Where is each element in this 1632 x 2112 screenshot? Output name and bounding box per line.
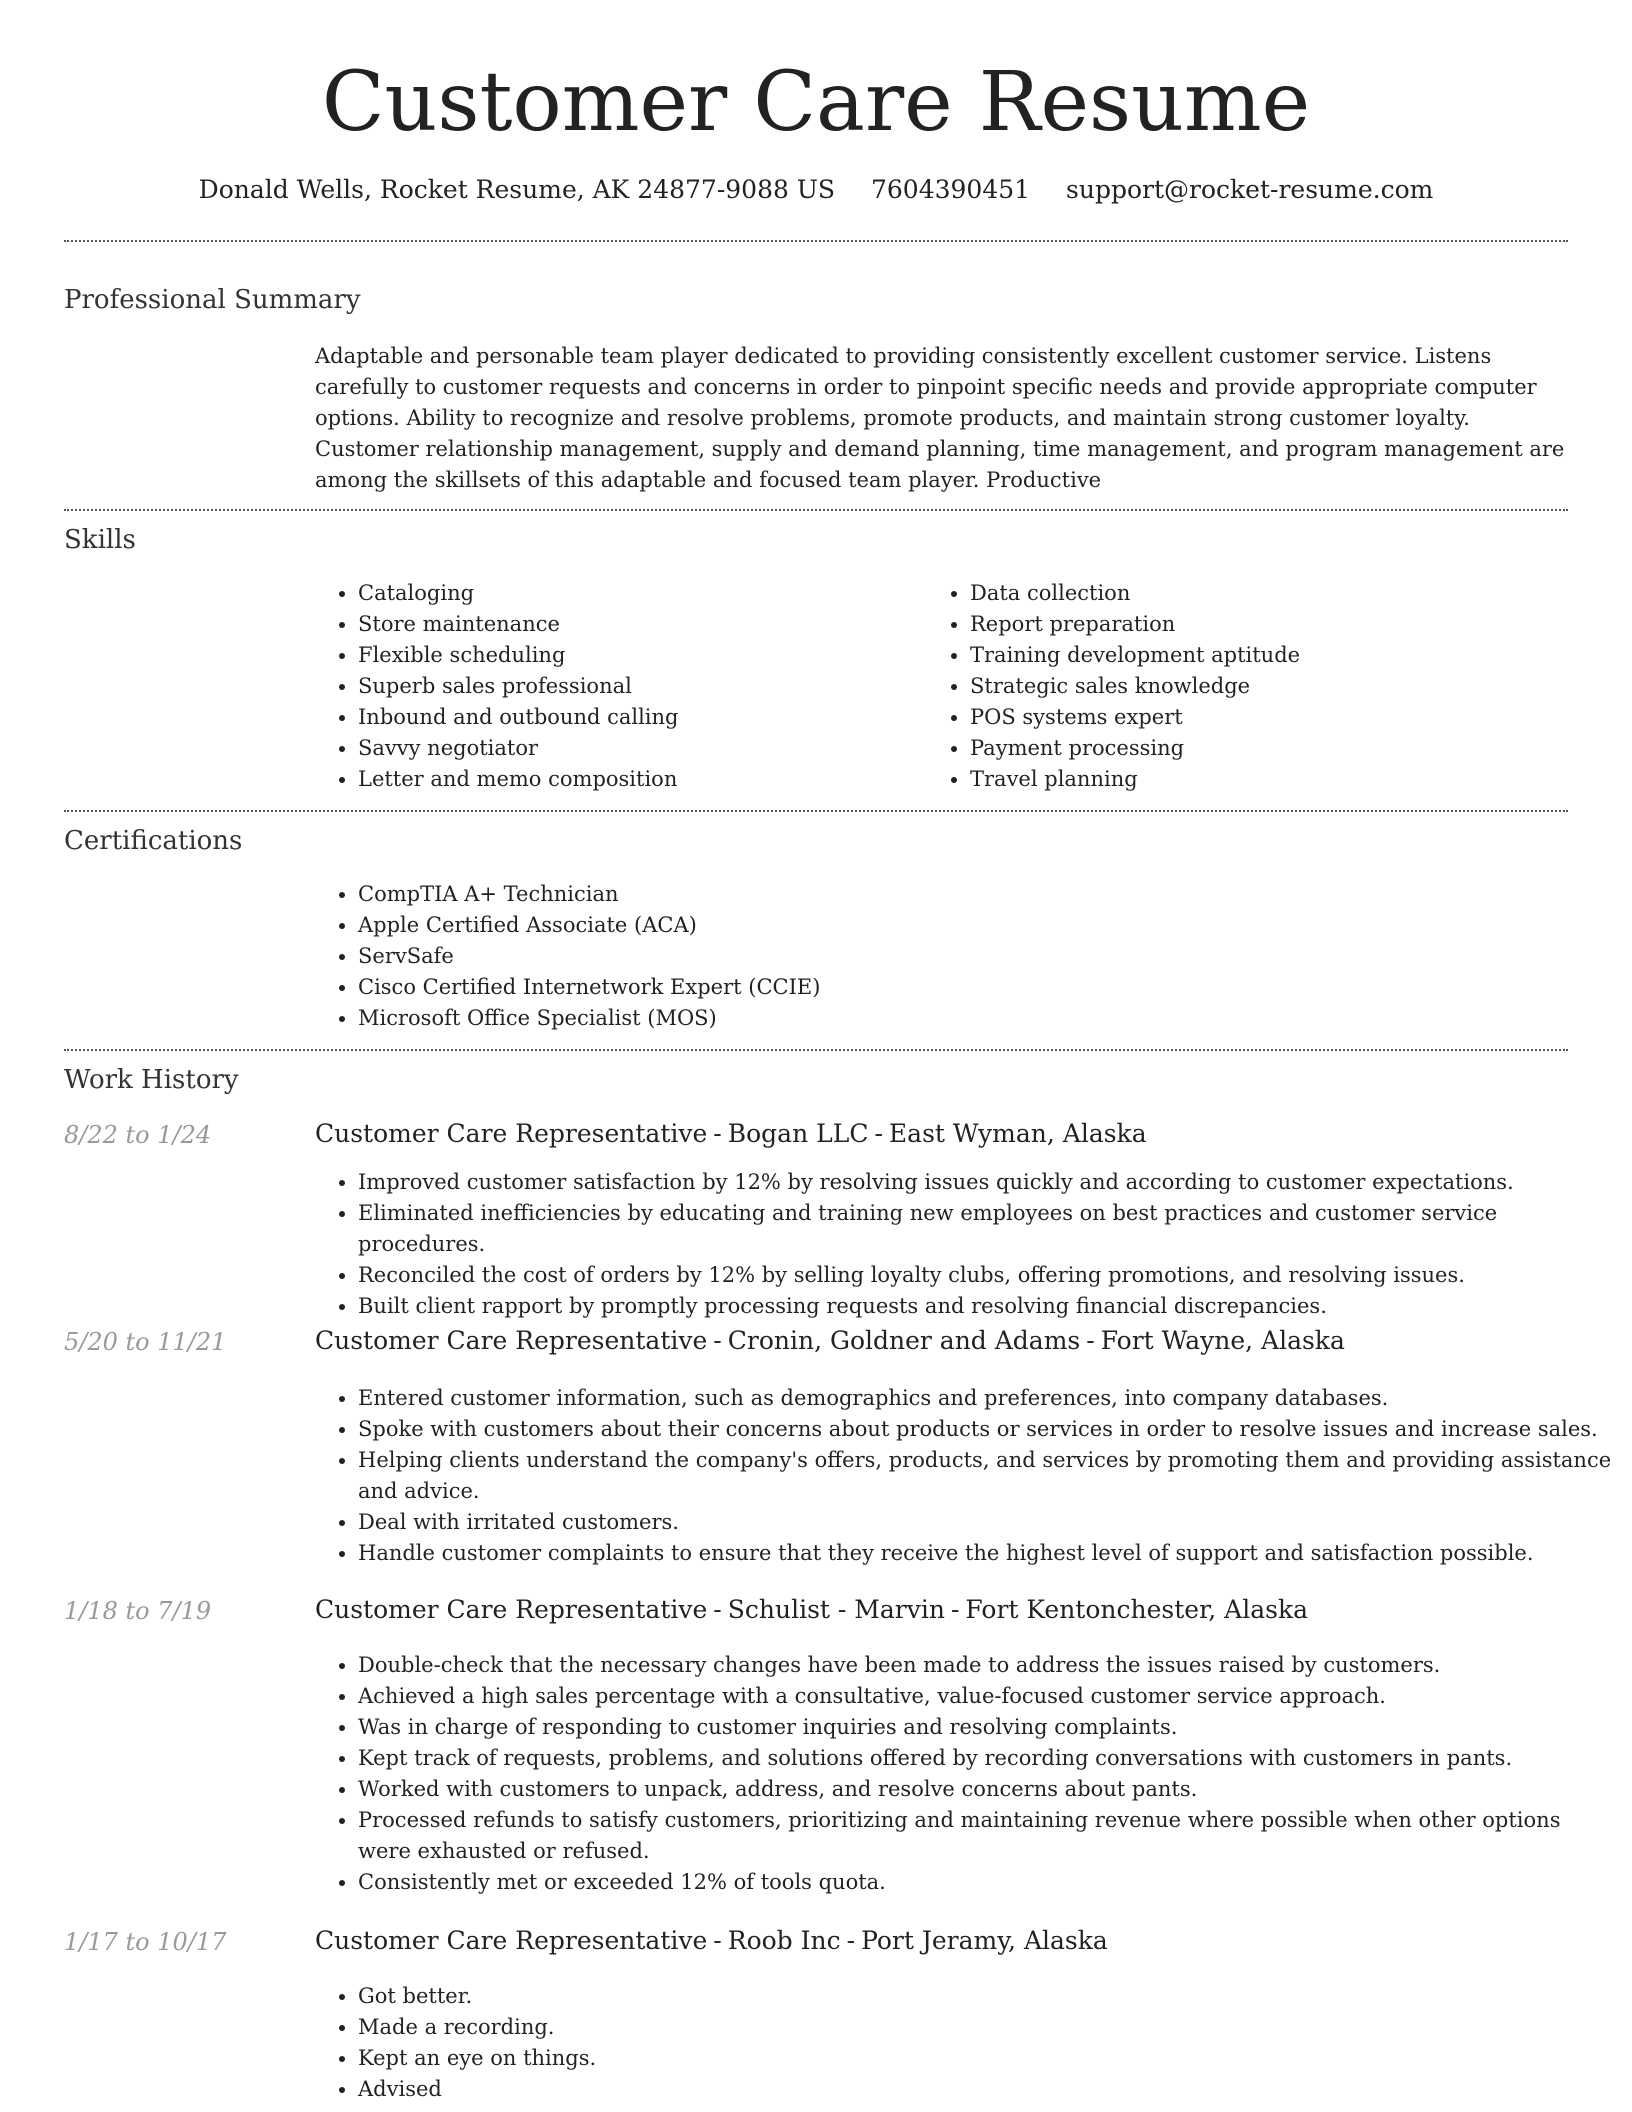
list-item: • Training development aptitude [970, 640, 1570, 671]
list-item: • Advised [358, 2074, 1618, 2105]
job-company: Cronin, Goldner and Adams [727, 1326, 1081, 1355]
list-item: • Consistently met or exceeded 12% of tools quota. [358, 1867, 1618, 1898]
list-item: • Was in charge of responding to customer inquiries and resolving complaints. [358, 1712, 1618, 1743]
list-item: • Cisco Certified Internetwork Expert (CCIE) [358, 972, 1558, 1003]
job-heading: Customer Care Representative - Bogan LLC - East Wyman, Alaska [315, 1119, 1147, 1148]
job-title: Customer Care Representative [315, 1595, 708, 1624]
list-item: • Achieved a high sales percentage with a consultative, value-focused customer service approach. [358, 1681, 1618, 1712]
list-item: • Letter and memo composition [358, 764, 918, 795]
job-dates: 8/22 to 1/24 [64, 1121, 212, 1149]
list-item: • Worked with customers to unpack, address, and resolve concerns about pants. [358, 1774, 1618, 1805]
job-dates: 5/20 to 11/21 [64, 1328, 227, 1356]
job-location: Port Jeramy, Alaska [861, 1926, 1108, 1955]
list-item: • Deal with irritated customers. [358, 1507, 1618, 1538]
contact-address: Donald Wells, Rocket Resume, AK 24877-9088 US [198, 175, 836, 204]
list-item: • POS systems expert [970, 702, 1570, 733]
list-item: • Made a recording. [358, 2012, 1618, 2043]
certifications-heading: Certifications [64, 826, 243, 856]
section-divider [64, 1049, 1568, 1051]
list-item: • Got better. [358, 1981, 1618, 2012]
section-divider [64, 240, 1568, 242]
contact-phone: 7604390451 [871, 175, 1031, 204]
summary-heading: Professional Summary [64, 285, 361, 315]
skills-heading: Skills [64, 525, 136, 555]
job-heading: Customer Care Representative - Roob Inc - Port Jeramy, Alaska [315, 1926, 1108, 1955]
job-bullets [314, 1981, 1618, 2105]
contact-line [0, 170, 1632, 210]
summary-text: Adaptable and personable team player dedicated to providing consistently excellent customer service. Listens carefully to customer requests and concerns in order to pinpoint specific needs and provide appropriate computer options. Ability to recognize and resolve problems, promote products, and maintain strong customer loyalty. Customer relationship management, supply and demand planning, time management, and program management are among the skillsets of this adaptable and focused team player. Productive [315, 344, 1565, 492]
list-item: • Superb sales professional [358, 671, 918, 702]
job-company: Bogan LLC [727, 1119, 869, 1148]
skills-list-left [314, 578, 918, 795]
work-history-heading: Work History [64, 1065, 239, 1095]
list-item: • Cataloging [358, 578, 918, 609]
list-item: • Kept track of requests, problems, and solutions offered by recording conversations with customers in pants. [358, 1743, 1618, 1774]
list-item: • Inbound and outbound calling [358, 702, 918, 733]
list-item: • Entered customer information, such as demographics and preferences, into company databases. [358, 1383, 1618, 1414]
list-item: • Kept an eye on things. [358, 2043, 1618, 2074]
list-item: • Report preparation [970, 609, 1570, 640]
section-divider [64, 509, 1568, 511]
job-location: Fort Kentonchester, Alaska [965, 1595, 1308, 1624]
resume-title: Customer Care Resume [321, 55, 1311, 150]
job-location: Fort Wayne, Alaska [1100, 1326, 1345, 1355]
job-bullets [314, 1383, 1618, 1569]
list-item: • Processed refunds to satisfy customers, prioritizing and maintaining revenue where possible when other options were exhausted or refused. [358, 1805, 1618, 1867]
list-item: • Handle customer complaints to ensure that they receive the highest level of support and satisfaction possible. [358, 1538, 1618, 1569]
list-item: • CompTIA A+ Technician [358, 879, 1558, 910]
list-item: • Payment processing [970, 733, 1570, 764]
job-bullets [314, 1650, 1618, 1898]
job-company: Roob Inc [727, 1926, 841, 1955]
job-dates: 1/17 to 10/17 [64, 1928, 227, 1956]
job-title: Customer Care Representative [315, 1119, 708, 1148]
job-dates: 1/18 to 7/19 [64, 1597, 212, 1625]
list-item: • Reconciled the cost of orders by 12% by selling loyalty clubs, offering promotions, and resolving issues. [358, 1260, 1618, 1291]
list-item: • Double-check that the necessary changes have been made to address the issues raised by customers. [358, 1650, 1618, 1681]
list-item: • Store maintenance [358, 609, 918, 640]
job-location: East Wyman, Alaska [888, 1119, 1147, 1148]
job-heading: Customer Care Representative - Schulist - Marvin - Fort Kentonchester, Alaska [315, 1595, 1308, 1624]
job-company: Schulist - Marvin [727, 1595, 945, 1624]
list-item: • Strategic sales knowledge [970, 671, 1570, 702]
section-divider [64, 810, 1568, 812]
contact-email: support@rocket-resume.com [1066, 175, 1434, 204]
list-item: • Built client rapport by promptly processing requests and resolving financial discrepancies. [358, 1291, 1618, 1322]
skills-list-right [926, 578, 1570, 795]
list-item: • Helping clients understand the company's offers, products, and services by promoting them and providing assistance and advice. [358, 1445, 1618, 1507]
list-item: • Savvy negotiator [358, 733, 918, 764]
list-item: • Apple Certified Associate (ACA) [358, 910, 1558, 941]
list-item: • Data collection [970, 578, 1570, 609]
job-title: Customer Care Representative [315, 1926, 708, 1955]
list-item: • Spoke with customers about their concerns about products or services in order to resolve issues and increase sales. [358, 1414, 1618, 1445]
certifications-list [314, 879, 1558, 1034]
job-title: Customer Care Representative [315, 1326, 708, 1355]
list-item: • ServSafe [358, 941, 1558, 972]
job-bullets [314, 1167, 1618, 1322]
list-item: • Improved customer satisfaction by 12% by resolving issues quickly and according to customer expectations. [358, 1167, 1618, 1198]
list-item: • Microsoft Office Specialist (MOS) [358, 1003, 1558, 1034]
job-heading: Customer Care Representative - Cronin, Goldner and Adams - Fort Wayne, Alaska [315, 1326, 1345, 1355]
list-item: • Eliminated inefficiencies by educating and training new employees on best practices and customer service procedures. [358, 1198, 1618, 1260]
list-item: • Travel planning [970, 764, 1570, 795]
list-item: • Flexible scheduling [358, 640, 918, 671]
